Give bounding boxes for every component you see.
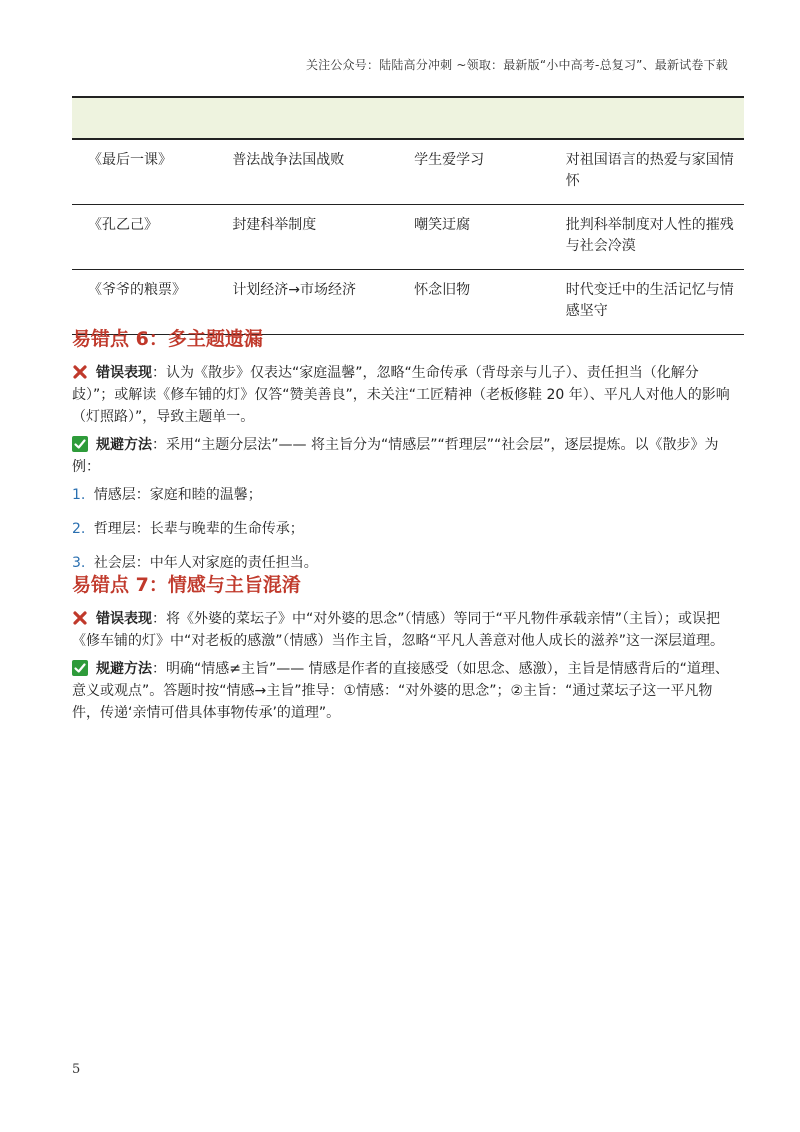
section-mistake-7: [72, 572, 732, 730]
cross-mark-icon: [72, 364, 88, 380]
avoid-label: 规避方法: [96, 661, 152, 677]
check-mark-icon: [72, 436, 88, 452]
page-number: 5: [72, 1062, 81, 1077]
check-mark-icon: [72, 660, 88, 676]
error-label: 错误表现: [96, 365, 152, 381]
avoid-paragraph: [72, 434, 732, 478]
list-item: 3. 社会层：中年人对家庭的责任担当。: [72, 555, 318, 571]
error-paragraph: [72, 362, 732, 428]
cell-background: 封建科举制度: [232, 217, 317, 233]
avoid-paragraph: [72, 658, 732, 724]
cross-mark-icon: [72, 610, 88, 626]
cell-title: 《爷爷的粮票》: [88, 282, 186, 298]
error-label: 错误表现: [96, 611, 152, 627]
list-item: 1. 情感层：家庭和睦的温馨；: [72, 487, 262, 503]
avoid-text: ：采用“主题分层法”—— 将主旨分为“情感层”“哲理层”“社会层”，逐层提炼。以《散步》为例：: [72, 437, 719, 475]
cell-theme: 时代变迁中的生活记忆与情感坚守: [565, 282, 734, 319]
avoid-text: ：明确“情感≠主旨”—— 情感是作者的直接感受（如思念、感激），主旨是情感背后的“道理、意义或观点”。答题时按“情感→主旨”推导：①情感：“对外婆的思念”；②主旨：“通过菜坛子这一平凡物件，传递‘亲情可借具体事物传承’的道理”。: [72, 661, 729, 721]
table-row: [72, 270, 744, 335]
section-heading: 易错点 6：多主题遗漏: [72, 328, 263, 350]
cell-surface: 学生爱学习: [414, 152, 485, 168]
cell-title: 《孔乙己》: [88, 217, 158, 233]
table-row: [72, 139, 744, 205]
section-mistake-6: [72, 326, 732, 586]
cell-title: 《最后一课》: [88, 152, 172, 168]
topic-table: [72, 96, 744, 335]
list-item: 2. 哲理层：长辈与晚辈的生命传承；: [72, 521, 304, 537]
error-text: ：将《外婆的菜坛子》中“对外婆的思念”（情感）等同于“平凡物件承载亲情”（主旨）；或误把《修车铺的灯》中“对老板的感激”（情感）当作主旨，忽略“平凡人善意对他人成长的滋养”这一深层道理。: [72, 611, 725, 649]
error-text: ：认为《散步》仅表达“家庭温馨”，忽略“生命传承（背母亲与儿子）、责任担当（化解分歧）”；或解读《修车铺的灯》仅答“赞美善良”，未关注“工匠精神（老板修鞋 20 年）、平凡人对他人的影响（灯照路）”，导致主题单一。: [72, 365, 730, 425]
cell-surface: 怀念旧物: [414, 282, 471, 298]
cell-surface: 嘲笑迂腐: [414, 217, 471, 233]
error-paragraph: [72, 608, 732, 652]
avoid-label: 规避方法: [96, 437, 152, 453]
cell-theme: 对祖国语言的热爱与家国情怀: [565, 152, 734, 189]
header-note: 关注公众号：陆陆高分冲刺 ~领取：最新版“小中高考-总复习”、最新试卷下载: [305, 58, 728, 72]
cell-theme: 批判科举制度对人性的摧残与社会冷漠: [565, 217, 734, 254]
cell-background: 计划经济→市场经济: [232, 282, 357, 298]
table-header-row: [72, 97, 744, 139]
table-row: [72, 205, 744, 270]
cell-background: 普法战争法国战败: [232, 152, 345, 168]
layer-list: [72, 484, 732, 574]
section-heading: 易错点 7：情感与主旨混淆: [72, 574, 301, 596]
